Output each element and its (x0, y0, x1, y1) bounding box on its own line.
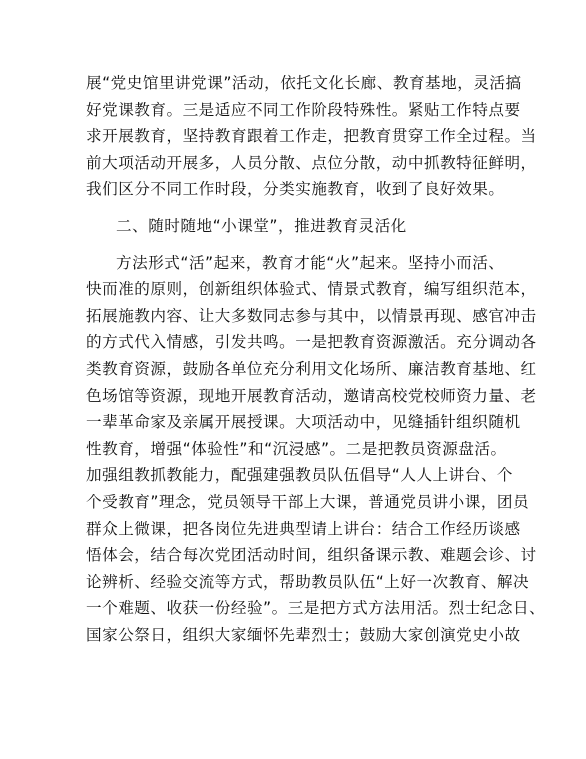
paragraph-line: 一辈革命家及亲属开展授课。大项活动中，见缝插针组织随机 (86, 413, 521, 432)
paragraph-line: 类教育资源，鼓励各单位充分利用文化场所、廉洁教育基地、红 (86, 359, 537, 378)
paragraph-line: 个受教育”理念，党员领导干部上大课，普通党员讲小课，团员 (86, 492, 530, 511)
paragraph-line: 论辨析、经验交流等方式，帮助教员队伍“上好一次教育、解决 (86, 572, 530, 591)
document-body (86, 70, 546, 648)
text-line: 前大项活动开展多，人员分散、点位分散，动中抓教特征鲜明， (86, 153, 537, 172)
paragraph-line: 性教育，增强“体验性”和“沉浸感”。二是把教员资源盘活。 (86, 439, 507, 458)
paragraph-line: 方法形式“活”起来，教育才能“火”起来。坚持小而活、 (116, 253, 505, 272)
paragraph-line: 悟体会，结合每次党团活动时间，组织备课示教、难题会诊、讨 (86, 546, 537, 565)
text-line: 展“党史馆里讲党课”活动，依托文化长廊、教育基地，灵活搞 (86, 74, 522, 92)
text-line: 我们区分不同工作时段，分类实施教育，收到了良好效果。 (86, 180, 505, 199)
paragraph-line: 群众上微课，把各岗位先进典型请上讲台：结合工作经历谈感 (86, 519, 521, 538)
paragraph-line: 快而准的原则，创新组织体验式、情景式教育，编写组织范本， (86, 280, 537, 299)
text-line: 好党课教育。三是适应不同工作阶段特殊性。紧贴工作特点要 (86, 100, 521, 119)
paragraph-line: 加强组教抓教能力，配强建强教员队伍倡导“人人上讲台、个 (86, 466, 514, 485)
paragraph-line: 色场馆等资源，现地开展教育活动，邀请高校党校师资力量、老 (86, 386, 537, 405)
paragraph-line: 一个难题、收获一份经验”。三是把方式方法用活。烈士纪念日、 (86, 599, 546, 618)
section-heading: 二、随时随地“小课堂”，推进教育灵活化 (116, 216, 407, 235)
text-line: 求开展教育，坚持教育跟着工作走，把教育贯穿工作全过程。当 (86, 127, 537, 146)
paragraph-line: 的方式代入情感，引发共鸣。一是把教育资源激活。充分调动各 (86, 333, 537, 352)
paragraph-line: 国家公祭日，组织大家缅怀先辈烈士；鼓励大家创演党史小故 (86, 625, 521, 644)
paragraph-line: 拓展施教内容、让大多数同志参与其中，以情景再现、感官冲击 (86, 306, 537, 325)
